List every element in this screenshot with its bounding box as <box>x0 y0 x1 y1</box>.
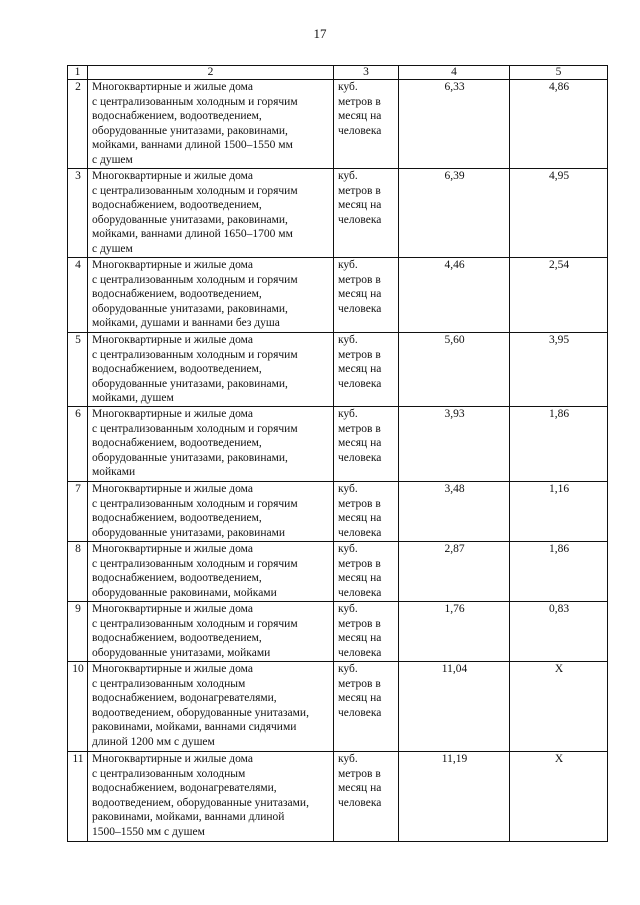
row-unit: куб. метров в месяц на человека <box>334 662 399 752</box>
page-number: 17 <box>313 26 327 41</box>
row-value-col5: 2,54 <box>510 258 608 333</box>
table-body <box>68 80 608 842</box>
row-description: Многоквартирные и жилые дома с централизованным холодным и горячим водоснабжением, водоотведением, оборудованные унитазами, раковинами <box>88 482 334 542</box>
row-description: Многоквартирные и жилые дома с централизованным холодным и горячим водоснабжением, водоотведением, оборудованные унитазами, раковинами, мойками <box>88 407 334 482</box>
table-row <box>68 662 608 752</box>
row-number: 2 <box>68 80 88 169</box>
row-value-col4: 4,46 <box>399 258 510 333</box>
column-header: 2 <box>88 66 334 80</box>
row-description: Многоквартирные и жилые дома с централизованным холодным и горячим водоснабжением, водоотведением, оборудованные унитазами, раковинами, мойками, душами и ваннами без душа <box>88 258 334 333</box>
table-row <box>68 407 608 482</box>
row-unit: куб. метров в месяц на человека <box>334 407 399 482</box>
row-number: 11 <box>68 752 88 842</box>
table-row <box>68 752 608 842</box>
table-row <box>68 169 608 258</box>
norms-table <box>67 65 608 842</box>
row-value-col4: 6,33 <box>399 80 510 169</box>
row-value-col4: 3,93 <box>399 407 510 482</box>
row-number: 7 <box>68 482 88 542</box>
row-description: Многоквартирные и жилые дома с централизованным холодным водоснабжением, водонагревателями, водоотведением, оборудованные унитазами, раковинами, мойками, ваннами сидячими длиной 1200 мм с душем <box>88 662 334 752</box>
row-value-col5: X <box>510 752 608 842</box>
table-row <box>68 258 608 333</box>
row-number: 4 <box>68 258 88 333</box>
row-value-col4: 11,04 <box>399 662 510 752</box>
row-value-col4: 1,76 <box>399 602 510 662</box>
table-row <box>68 80 608 169</box>
row-value-col4: 6,39 <box>399 169 510 258</box>
row-unit: куб. метров в месяц на человека <box>334 752 399 842</box>
row-number: 9 <box>68 602 88 662</box>
row-description: Многоквартирные и жилые дома с централизованным холодным водоснабжением, водонагревателями, водоотведением, оборудованные унитазами, раковинами, мойками, ваннами длиной 1500–1550 мм с душем <box>88 752 334 842</box>
row-description: Многоквартирные и жилые дома с централизованным холодным и горячим водоснабжением, водоотведением, оборудованные унитазами, раковинами, мойками, ваннами длиной 1500–1550 мм с душем <box>88 80 334 169</box>
row-value-col4: 3,48 <box>399 482 510 542</box>
row-value-col5: 3,95 <box>510 333 608 407</box>
header-row <box>68 66 608 80</box>
row-unit: куб. метров в месяц на человека <box>334 482 399 542</box>
column-header: 5 <box>510 66 608 80</box>
row-number: 5 <box>68 333 88 407</box>
row-value-col5: 4,95 <box>510 169 608 258</box>
row-value-col5: X <box>510 662 608 752</box>
row-unit: куб. метров в месяц на человека <box>334 169 399 258</box>
row-unit: куб. метров в месяц на человека <box>334 602 399 662</box>
row-value-col4: 11,19 <box>399 752 510 842</box>
table-row <box>68 333 608 407</box>
row-value-col5: 1,16 <box>510 482 608 542</box>
row-number: 10 <box>68 662 88 752</box>
row-description: Многоквартирные и жилые дома с централизованным холодным и горячим водоснабжением, водоотведением, оборудованные унитазами, раковинами, мойками, ваннами длиной 1650–1700 мм с душем <box>88 169 334 258</box>
column-header: 1 <box>68 66 88 80</box>
table-row <box>68 602 608 662</box>
row-number: 8 <box>68 542 88 602</box>
row-unit: куб. метров в месяц на человека <box>334 258 399 333</box>
row-value-col4: 5,60 <box>399 333 510 407</box>
row-unit: куб. метров в месяц на человека <box>334 333 399 407</box>
row-unit: куб. метров в месяц на человека <box>334 80 399 169</box>
row-unit: куб. метров в месяц на человека <box>334 542 399 602</box>
row-value-col5: 0,83 <box>510 602 608 662</box>
row-description: Многоквартирные и жилые дома с централизованным холодным и горячим водоснабжением, водоотведением, оборудованные раковинами, мойками <box>88 542 334 602</box>
column-header: 4 <box>399 66 510 80</box>
row-value-col4: 2,87 <box>399 542 510 602</box>
row-description: Многоквартирные и жилые дома с централизованным холодным и горячим водоснабжением, водоотведением, оборудованные унитазами, раковинами, мойками, душем <box>88 333 334 407</box>
column-header: 3 <box>334 66 399 80</box>
table-row <box>68 482 608 542</box>
row-description: Многоквартирные и жилые дома с централизованным холодным и горячим водоснабжением, водоотведением, оборудованные унитазами, мойками <box>88 602 334 662</box>
table-row <box>68 542 608 602</box>
row-number: 3 <box>68 169 88 258</box>
row-value-col5: 1,86 <box>510 542 608 602</box>
row-value-col5: 4,86 <box>510 80 608 169</box>
row-number: 6 <box>68 407 88 482</box>
row-value-col5: 1,86 <box>510 407 608 482</box>
